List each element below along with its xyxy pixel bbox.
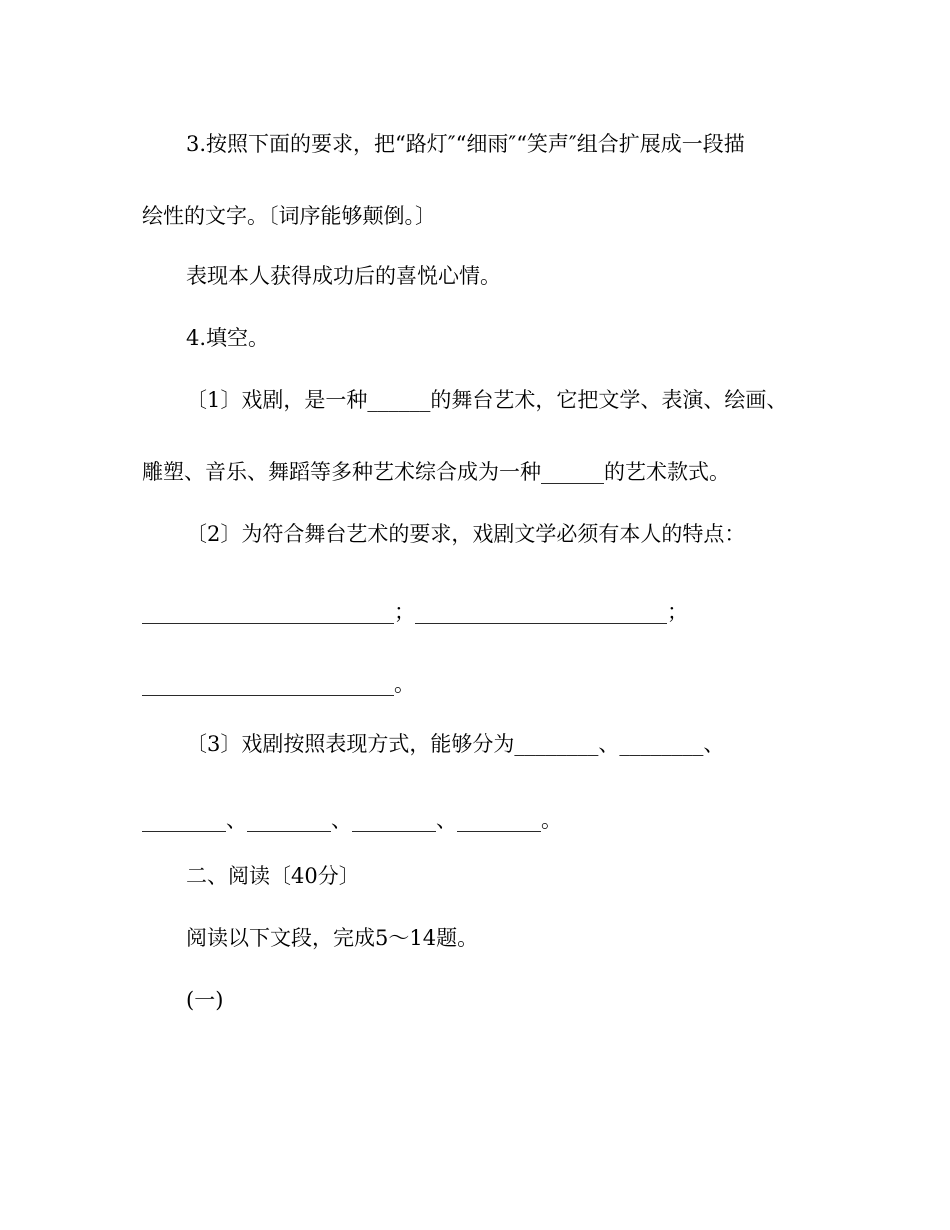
question-3-line-1: 3.按照下面的要求，把“路灯″“细雨″“笑声″组合扩展成一段描 bbox=[186, 132, 745, 156]
question-4-part-2-blanks-2: ________________________。 bbox=[142, 672, 415, 696]
section-2-title: 二、阅读〔40分〕 bbox=[186, 864, 360, 888]
question-4-part-3-line-1: 〔3〕戏剧按照表现方式，能够分为________、________、 bbox=[186, 732, 725, 756]
question-4-part-1-line-1: 〔1〕戏剧，是一种______的舞台艺术，它把文学、表演、绘画、 bbox=[186, 388, 788, 412]
section-2-instruction: 阅读以下文段，完成5～14题。 bbox=[186, 926, 479, 950]
question-4-part-2-blanks-1: ________________________；________________________； bbox=[142, 600, 688, 624]
question-4-part-3-line-2: ________、________、________、________。 bbox=[142, 808, 562, 832]
question-4-part-2-line-1: 〔2〕为符合舞台艺术的要求，戏剧文学必须有本人的特点： bbox=[186, 522, 746, 546]
question-3-requirement: 表现本人获得成功后的喜悦心情。 bbox=[186, 264, 501, 288]
question-4-title: 4.填空。 bbox=[186, 326, 270, 350]
question-4-part-1-line-2: 雕塑、音乐、舞蹈等多种艺术综合成为一种______的艺术款式。 bbox=[142, 460, 730, 484]
question-3-line-2: 绘性的文字。〔词序能够颠倒。〕 bbox=[142, 204, 436, 228]
section-2-part-label: (一) bbox=[186, 988, 224, 1012]
